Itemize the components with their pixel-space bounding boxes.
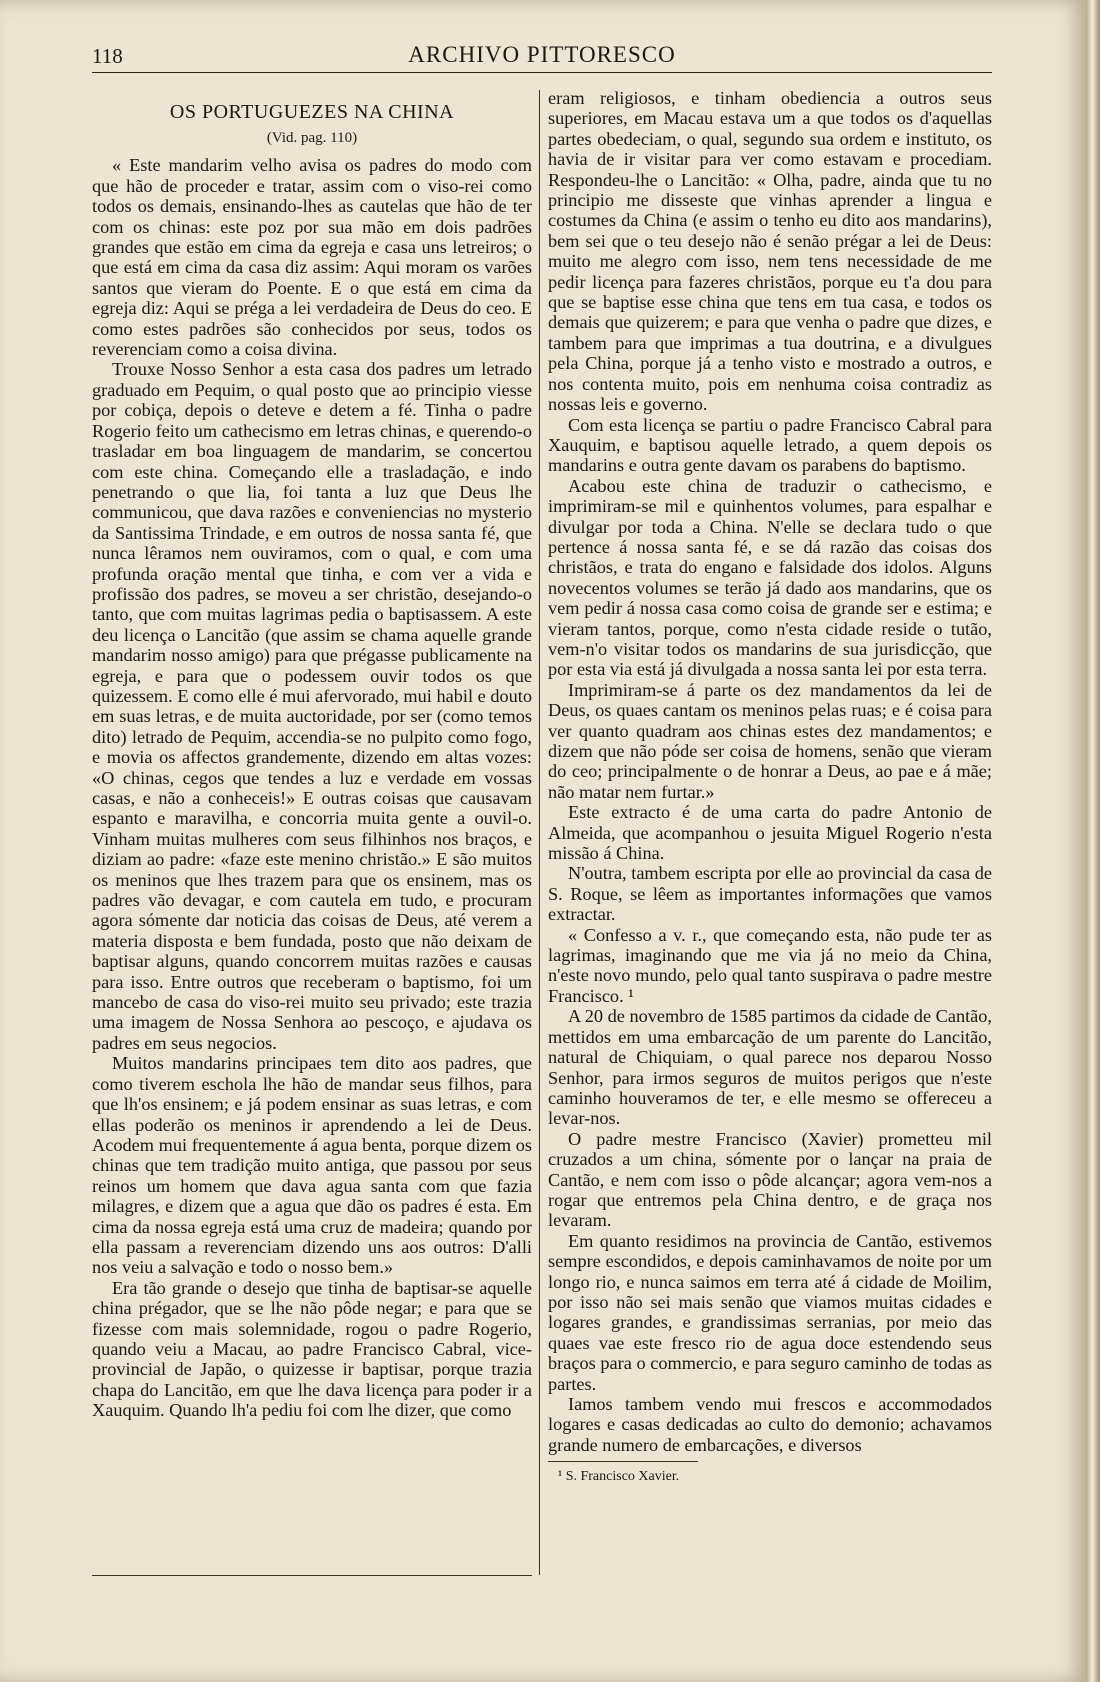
paragraph: eram religiosos, e tinham obediencia a outros seus superiores, em Macau estava um a que todos os d'aquellas partes obedeciam, o qual, segundo sua ordem e instituto, os havia de ir visitar para ver como estavam e procediam. Respondeu-lhe o Lancitão: « Olha, padre, ainda que tu no principio me disseste que vinhas aprender a lingua e costumes da China (e assim o tenho eu dito aos mandarins), bem sei que o teu desejo não é senão prégar a lei de Deus: muito me alegro com isso, nem tens necessidade de me pedir licença para fazeres christãos, porque eu t'a dou para que se baptise esse china que tens em tua casa, e todos os demais que quizerem; e para que venha o padre que dizes, e tambem para que imprimas a tua doutrina, e a divulgues pela China, porque já a tenho visto e mostrado a outros, e nos contenta muito, pois em nenhuma coisa contradiz as nossas leis e governo. [548, 88, 992, 415]
running-title: ARCHIVO PITTORESCO [408, 42, 676, 67]
paragraph: Era tão grande o desejo que tinha de baptisar-se aquelle china prégador, que se lhe não pôde negar; e para que se fizesse com mais solemnidade, rogou o padre Rogerio, quando veiu a Macau, ao padre Francisco Cabral, vice-provincial de Japão, o quizesse ir baptisar, porque trazia chapa do Lancitão, em que lhe dava licença para poder ir a Xauquim. Quando lh'a pediu foi com lhe dizer, que como [92, 1277, 532, 1421]
paragraph: Este extracto é de uma carta do padre Antonio de Almeida, que acompanhou o jesuita Miguel Rogerio n'esta missão á China. [548, 802, 992, 864]
paragraph: Acabou este china de traduzir o cathecismo, e imprimiram-se mil e quinhentos volumes, para espalhar e divulgar por toda a China. N'elle se declara tudo o que pertence á nossa santa fé, e se dá razão das coisas dos christãos, e trata do engano e falsidade dos idolos. Alguns novecentos volumes se terão já dado aos mandarins, que os vem pedir á nossa casa como coisa de grande ser e estima; e vieram tantos, porque, como n'esta cidade reside o tutão, vem-n'o visitar todos os mandarins de sua jurisdicção, que por esta via está já divulgada a nossa santa lei por esta terra. [548, 475, 992, 680]
page-edge [1086, 0, 1100, 1682]
paragraph: Muitos mandarins principaes tem dito aos padres, que como tiverem eschola lhe hão de mandar seus filhos, para que lh'os ensinem; e já podem ensinar as suas letras, e com ellas poderão os meninos ir aprendendo a lei de Deus. Acodem mui frequentemente á agua benta, porque dizem os chinas que tem tradição muito antiga, que passou por seus reinos um homem que dava agua santa com que fazia milagres, e dizem que a agua que dão os padres é esta. Em cima da nossa egreja está uma cruz de madeira; quando por ella passam a reverenciam dizendo uns aos outros: D'alli nos veiu a salvação e todo o nosso bem.» [92, 1053, 532, 1278]
bottom-rule [92, 1575, 532, 1576]
right-column [548, 88, 992, 1485]
paragraph: O padre mestre Francisco (Xavier) prometteu mil cruzados a um china, sómente por o lançar na praia de Cantão, e nem com isso o pôde alcançar; agora vem-nos a rogar que entremos pela China dentro, e de graça nos levaram. [548, 1128, 992, 1231]
paragraph: Imprimiram-se á parte os dez mandamentos da lei de Deus, os quaes cantam os meninos pelas ruas; e é coisa para ver quanto quadram aos chinas estes dez mandamentos; e dizem que não póde ser coisa de homens, senão que vieram do ceo; principalmente o de honrar a Deus, ao pae e á mãe; não matar nem furtar.» [548, 679, 992, 802]
column-divider [539, 90, 540, 1575]
page-number: 118 [92, 44, 123, 68]
paragraph: A 20 de novembro de 1585 partimos da cidade de Cantão, mettidos em uma embarcação de um parente do Lancitão, natural de Chiquiam, o qual parece nos deparou Nosso Senhor, para irmos seguros de muitos perigos que n'este caminho houveramos de ter, e elle mesmo se offereceu a levar-nos. [548, 1006, 992, 1129]
paragraph: Iamos tambem vendo mui frescos e accommodados logares e casas dedicadas ao culto do demonio; achavamos grande numero de embarcações, e diversos [548, 1394, 992, 1455]
footnote-separator [548, 1461, 698, 1462]
paragraph: Trouxe Nosso Senhor a esta casa dos padres um letrado graduado em Pequim, o qual posto que ao principio viesse por cobiça, depois o deteve e detem a fé. Tinha o padre Rogerio feito um cathecismo em letras chinas, e querendo-o trasladar em boa linguagem de mandarim, se concertou com este china. Começando elle a trasladação, e indo penetrando o que lia, foi tanta a luz que Deus lhe communicou, que dava razões e conveniencias no mysterio da Santissima Trindade, e em outros de nossa santa fé, que nunca lêramos nem ouviramos, com o qual, e com uma profunda oração mental que tinha, e com ver a vida e profissão dos padres, se moveu a ser christão, desejando-o tanto, que com muitas lagrimas pedia o baptisassem. A este deu licença o Lancitão (que assim se chama aquelle grande mandarim nosso amigo) para que prégasse publicamente na egreja, e para que o podessem ouvir todos os que quizessem. E como elle é mui afervorado, mui habil e douto em suas letras, e de muita auctoridade, por ser (como temos dito) letrado de Pequim, accendia-se no pulpito como fogo, e movia os affectos grandemente, dizendo em altas vozes: «O chinas, cegos que tendes a luz e verdade em vossas casas, e não a conheceis!» E outras coisas que causavam espanto e maravilha, e concorria muita gente a ouvil-o. Vinham muitas mulheres com seus filhinhos nos braços, e diziam ao padre: «faze este menino christão.» E são muitos os meninos que lhes trazem para que os ensinem, mas os padres vão devagar, e com cautela em tudo, e procuram agora sómente dar noticia das coisas de Deus, até verem a materia disposta e bem fundada, posto que não deixam de baptisar alguns, quando concorrem muitas razões e causas para isso. Entre outros que receberam o baptismo, foi um mancebo de casa do viso-rei muito seu privado; este trazia uma imagem de Nossa Senhora ao pescoço, e ajudava os padres em seus negocios. [92, 359, 532, 1053]
paragraph: « Este mandarim velho avisa os padres do modo com que hão de proceder e tratar, assim com o viso-rei como todos os demais, ensinando-lhes as cautelas que hão de ter com os chinas: este poz por sua mão em dois padrões grandes que estão em cima da egreja e casa uns letreiros; o que está em cima da casa diz assim: Aqui moram os varões santos que vieram do Poente. E o que está em cima da egreja diz: Aqui se préga a lei verdadeira de Deus do ceo. E como estes padrões são conhecidos por seus, todos os reverenciam como a coisa divina. [92, 155, 532, 360]
page-header [92, 38, 992, 73]
left-column [92, 88, 532, 1421]
article-reference: (Vid. pag. 110) [266, 130, 358, 146]
article-title: OS PORTUGUEZES NA CHINA [169, 101, 455, 123]
paragraph: « Confesso a v. r., que começando esta, não pude ter as lagrimas, imaginando que me via já no meio da China, n'este novo mundo, pelo qual tanto suspirava o padre mestre Francisco. ¹ [548, 924, 992, 1006]
footnote: ¹ S. Francisco Xavier. [558, 1469, 680, 1485]
paragraph: Com esta licença se partiu o padre Francisco Cabral para Xauquim, e baptisou aquelle letrado, a quem depois os mandarins e outra gente davam os parabens do baptismo. [548, 414, 992, 476]
paragraph: Em quanto residimos na provincia de Cantão, estivemos sempre escondidos, e depois caminhavamos de noite por um longo rio, e nunca saimos em terra até á cidade de Moilim, por isso não sei mais senão que viamos muitas cidades e logares grandes, e grandissimas serranias, por meio das quaes vae este fresco rio de agua doce estendendo seus braços para o commercio, e para seguro caminho de todas as partes. [548, 1230, 992, 1394]
paragraph: N'outra, tambem escripta por elle ao provincial da casa de S. Roque, se lêem as importantes informações que vamos extractar. [548, 863, 992, 925]
